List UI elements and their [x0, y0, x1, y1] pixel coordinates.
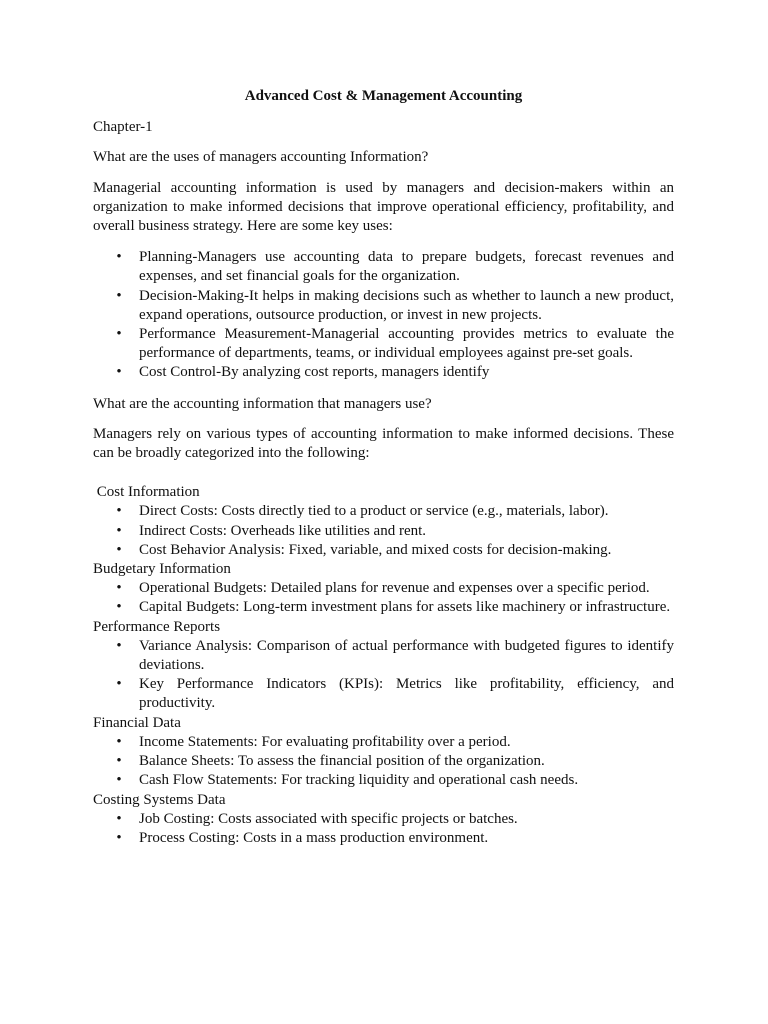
list-item: • Job Costing: Costs associated with specific projects or batches.	[93, 810, 674, 829]
group-list-costing-systems-data	[93, 810, 674, 848]
bullet-icon: •	[116, 287, 122, 304]
list-item: • Variance Analysis: Comparison of actual performance with budgeted figures to identify deviations.	[93, 637, 674, 675]
chapter-label: Chapter-1	[93, 119, 153, 136]
group-list-financial-data	[93, 733, 674, 791]
info-types-intro-paragraph: Managers rely on various types of accounting information to make informed decisions. These can be broadly categorized into the following:	[93, 425, 674, 462]
question-uses: What are the uses of managers accounting Information?	[93, 149, 429, 166]
bullet-icon: •	[116, 326, 122, 343]
group-list-performance-reports	[93, 637, 674, 714]
bullet-icon: •	[116, 753, 122, 770]
list-item: • Decision-Making-It helps in making decisions such as whether to launch a new product, expand operations, outsource production, or invest in new projects.	[93, 287, 674, 325]
bullet-icon: •	[116, 637, 122, 654]
uses-intro-paragraph: Managerial accounting information is used by managers and decision-makers within an organization to make informed decisions that improve operational efficiency, profitability, and overall business strategy. Here are some key uses:	[93, 179, 674, 235]
bullet-icon: •	[116, 733, 122, 750]
document-body	[93, 87, 674, 848]
group-list-budgetary-information	[93, 579, 674, 617]
bullet-icon: •	[116, 364, 122, 381]
list-item: • Balance Sheets: To assess the financial position of the organization.	[93, 752, 674, 771]
info-groups	[93, 483, 674, 848]
list-item: • Planning-Managers use accounting data to prepare budgets, forecast revenues and expenses, and set financial goals for the organization.	[93, 248, 674, 286]
bullet-icon: •	[116, 676, 122, 693]
list-item: • Cost Behavior Analysis: Fixed, variable, and mixed costs for decision-making.	[93, 541, 674, 560]
list-item: • Performance Measurement-Managerial accounting provides metrics to evaluate the performance of departments, teams, or individual employees against pre-set goals.	[93, 325, 674, 363]
bullet-icon: •	[116, 541, 122, 558]
list-item: • Key Performance Indicators (KPIs): Metrics like profitability, efficiency, and productivity.	[93, 675, 674, 713]
group-heading-financial-data: Financial Data	[93, 714, 181, 731]
group-heading-budgetary-information: Budgetary Information	[93, 561, 231, 578]
list-item: • Indirect Costs: Overheads like utilities and rent.	[93, 522, 674, 541]
bullet-icon: •	[116, 522, 122, 539]
list-item: • Capital Budgets: Long-term investment plans for assets like machinery or infrastructure.	[93, 598, 674, 617]
bullet-icon: •	[116, 599, 122, 616]
group-heading-costing-systems-data: Costing Systems Data	[93, 791, 226, 808]
group-list-cost-information	[93, 502, 674, 560]
group-heading-cost-information: Cost Information	[93, 484, 200, 501]
question-info-types: What are the accounting information that managers use?	[93, 395, 432, 412]
bullet-icon: •	[116, 503, 122, 520]
list-item: • Direct Costs: Costs directly tied to a product or service (e.g., materials, labor).	[93, 502, 674, 521]
list-item: • Cash Flow Statements: For tracking liquidity and operational cash needs.	[93, 771, 674, 790]
group-heading-performance-reports: Performance Reports	[93, 618, 221, 635]
bullet-icon: •	[116, 772, 122, 789]
list-item: • Process Costing: Costs in a mass production environment.	[93, 829, 674, 848]
list-item: • Operational Budgets: Detailed plans for revenue and expenses over a specific period.	[93, 579, 674, 598]
uses-list	[93, 248, 674, 382]
bullet-icon: •	[116, 249, 122, 266]
bullet-icon: •	[116, 580, 122, 597]
document-title: Advanced Cost & Management Accounting	[244, 88, 523, 104]
list-item: • Income Statements: For evaluating profitability over a period.	[93, 733, 674, 752]
bullet-icon: •	[116, 829, 122, 846]
bullet-icon: •	[116, 810, 122, 827]
list-item: • Cost Control-By analyzing cost reports, managers identify	[93, 363, 674, 382]
